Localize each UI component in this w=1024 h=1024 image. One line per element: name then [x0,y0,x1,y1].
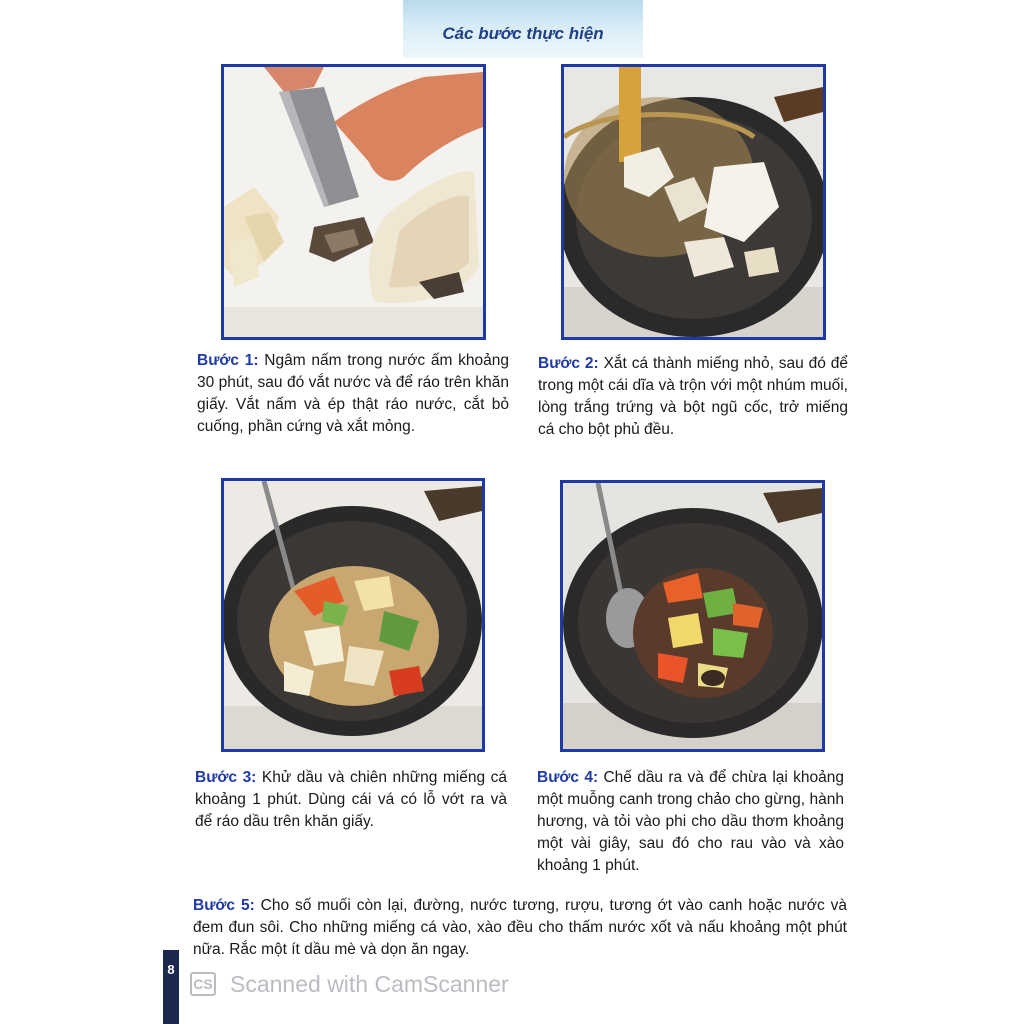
step-3-photo [221,478,485,752]
step-4-body: Chế dầu ra và để chừa lại khoảng một muỗng canh trong chảo cho gừng, hành hương, và tỏi vào phi cho dầu thơm khoảng một vài giây, sau đó cho rau vào và xào khoảng 1 phút. [537,769,844,874]
step-3-label: Bước 3: [195,769,257,786]
step-4-photo [560,480,825,752]
step-2-text [538,353,848,441]
step-5-body: Cho số muối còn lại, đường, nước tương, rượu, tương ớt vào canh hoặc nước và đem đun sôi. Cho những miếng cá vào, xào đều cho thấm nước xốt và nấu khoảng một phút nữa. Rắc một ít dầu mè và dọn ăn ngay. [193,897,847,958]
step-2-label: Bước 2: [538,355,599,372]
step-3-body: Khử dầu và chiên những miếng cá khoảng 1 phút. Dùng cái vá có lỗ vớt ra và để ráo dầu trên khăn giấy. [195,769,507,830]
watermark-text: Scanned with CamScanner [230,970,509,997]
step-5-text [193,895,847,961]
step-1-label: Bước 1: [197,352,259,369]
step-1-photo [221,64,486,340]
step-4-text [537,767,844,877]
step-2-body: Xắt cá thành miếng nhỏ, sau đó để trong một cái dĩa và trộn với một nhúm muối, lòng trắng trứng và bột ngũ cốc, trở miếng cá cho bột phủ đều. [538,355,848,438]
step-3-text [195,767,507,833]
scanner-watermark [190,968,509,1000]
step-1-body: Ngâm nấm trong nước ấm khoảng 30 phút, sau đó vắt nước và để ráo trên khăn giấy. Vắt nấm và ép thật ráo nước, cắt bỏ cuống, phần cứng và xắt mỏng. [197,352,509,435]
page-number: 8 [163,950,179,1024]
step-4-label: Bước 4: [537,769,599,786]
step-5-label: Bước 5: [193,897,255,914]
page-title: Các bước thực hiện [442,24,604,43]
camscanner-icon: CS [190,972,216,996]
step-1-text [197,350,509,438]
step-2-photo [561,64,826,340]
